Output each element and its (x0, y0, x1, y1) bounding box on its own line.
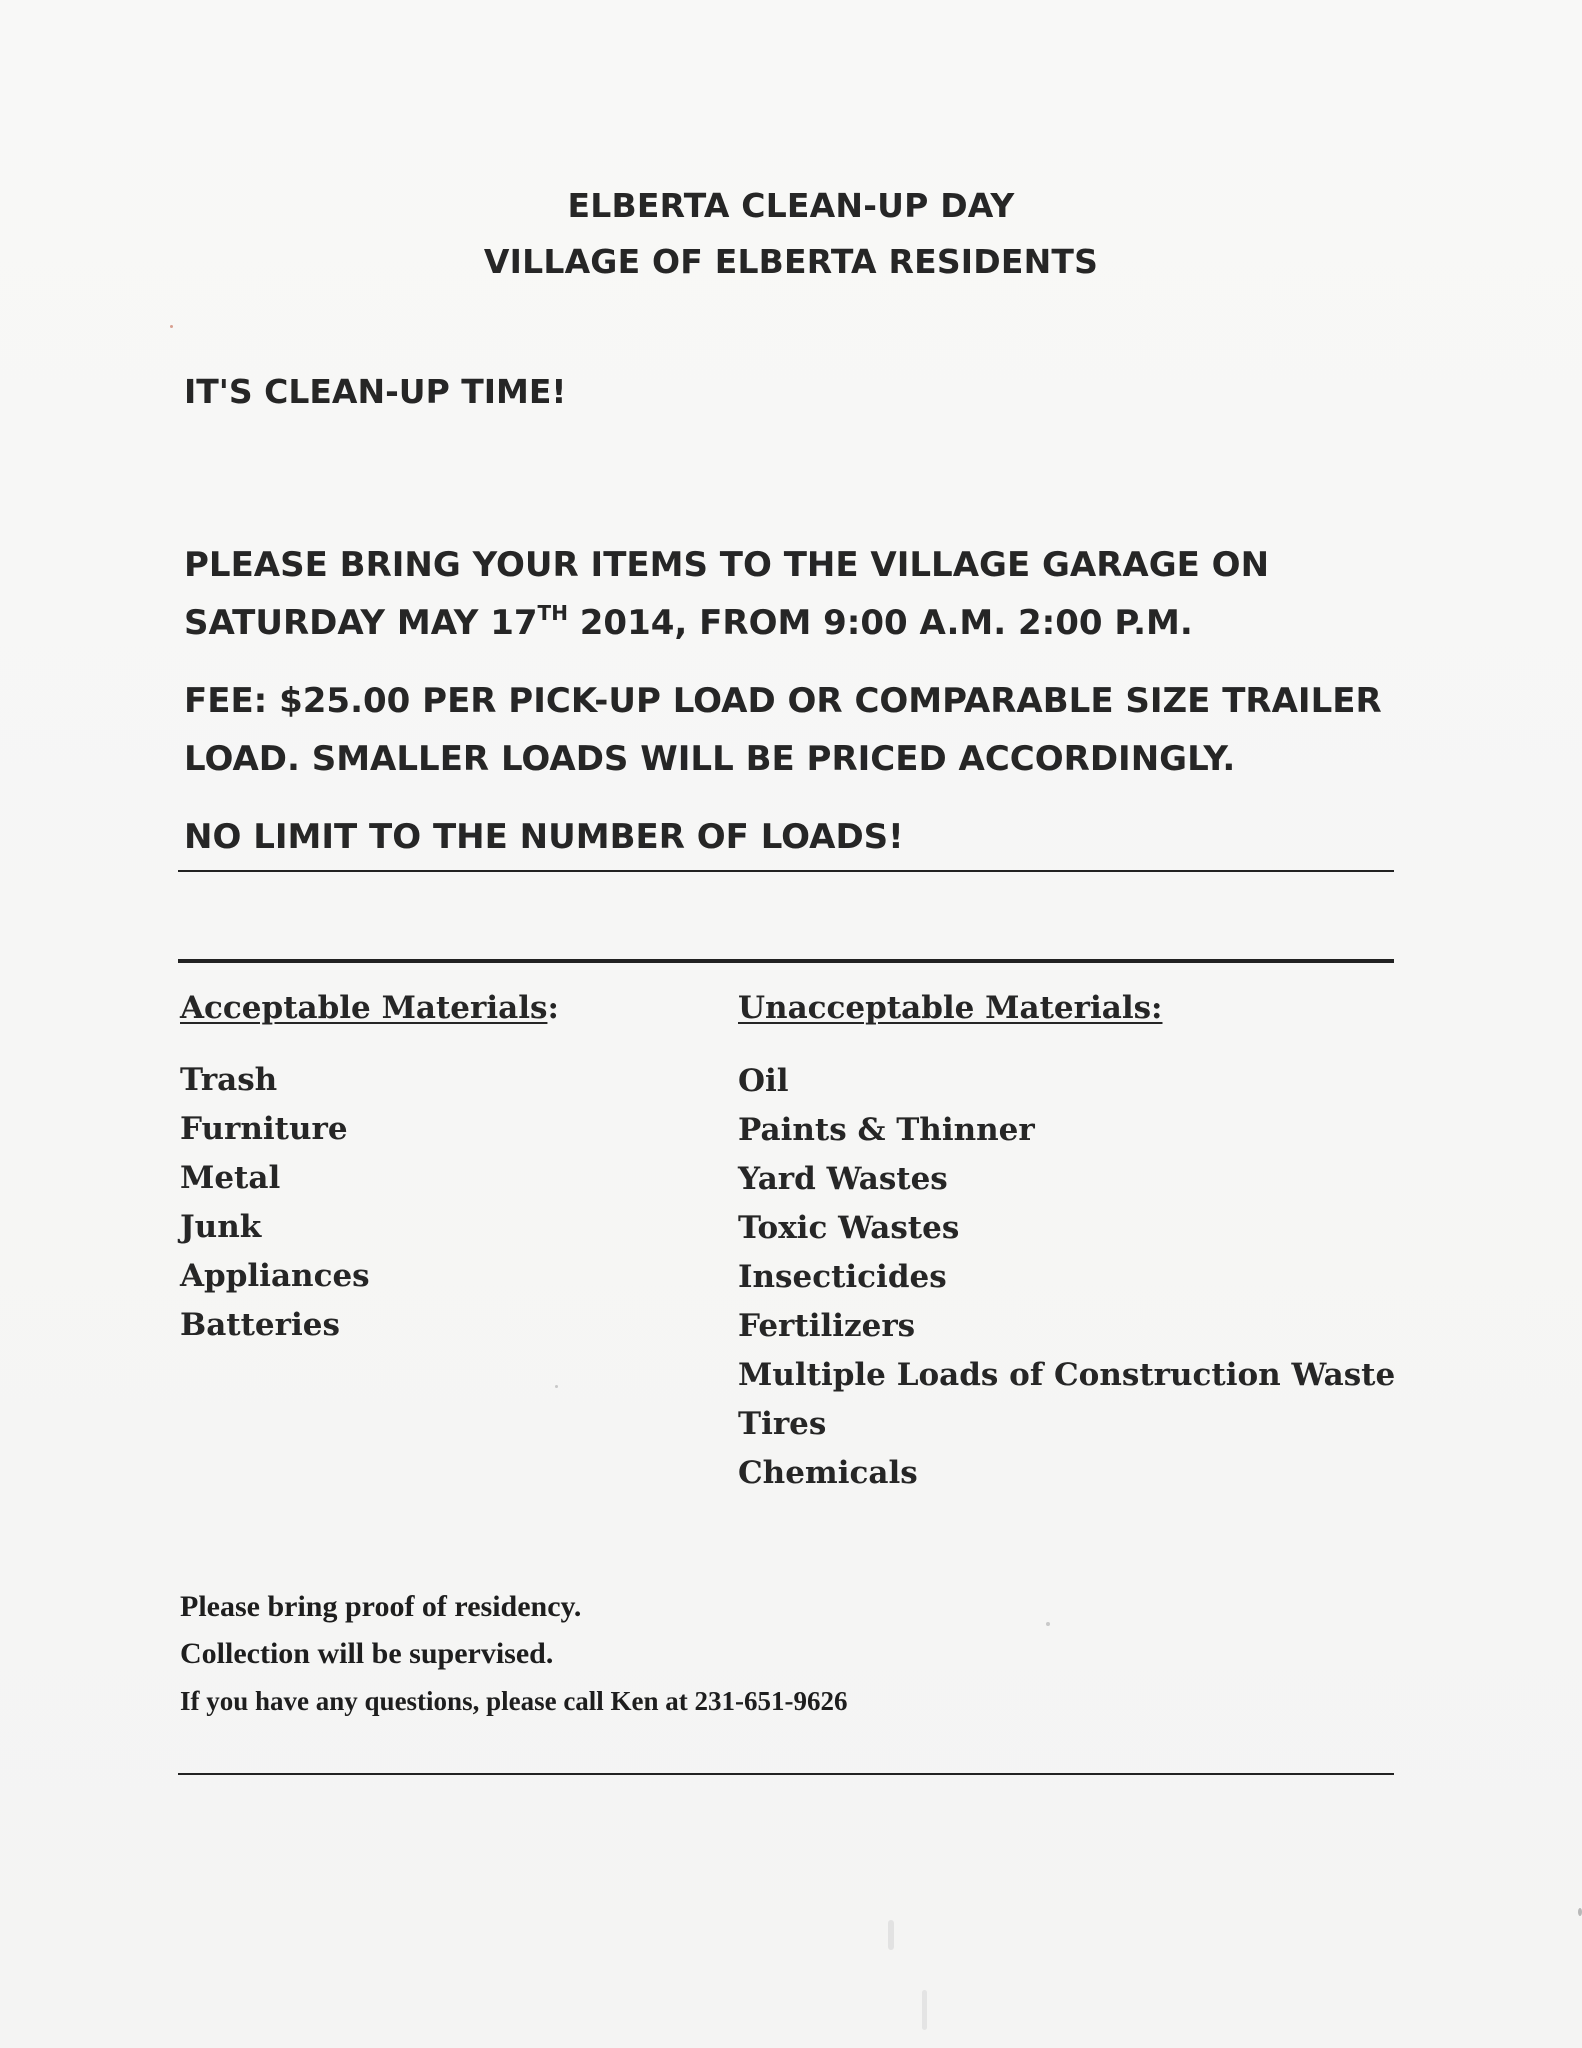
list-item: Toxic Wastes (738, 1210, 960, 1246)
schedule-line-2 (184, 594, 1269, 652)
document-title: ELBERTA CLEAN-UP DAY (567, 186, 1015, 225)
headline: IT'S CLEAN-UP TIME! (184, 372, 567, 411)
list-item: Trash (180, 1062, 278, 1098)
acceptable-heading (180, 990, 559, 1026)
schedule-line-1: PLEASE BRING YOUR ITEMS TO THE VILLAGE GARAGE ON (184, 545, 1270, 585)
acceptable-list (180, 1056, 370, 1350)
list-item: Fertilizers (738, 1308, 916, 1344)
list-item: Paints & Thinner (738, 1112, 1035, 1148)
document-subtitle: VILLAGE OF ELBERTA RESIDENTS (483, 242, 1099, 281)
list-item: Metal (180, 1160, 281, 1196)
divider-thick (178, 959, 1394, 963)
paper-speck (1046, 1622, 1050, 1626)
paper-speck (555, 1385, 558, 1388)
footer-contact: If you have any questions, please call Ken at 231-651-9626 (180, 1686, 848, 1716)
paper-speck (888, 1920, 894, 1950)
title-block (0, 178, 1582, 290)
acceptable-heading-colon: : (547, 990, 559, 1026)
footer-supervised: Collection will be supervised. (180, 1637, 554, 1670)
limit-line: NO LIMIT TO THE NUMBER OF LOADS! (184, 817, 904, 857)
unacceptable-heading: Unacceptable Materials: (738, 990, 1163, 1026)
fee-line-1: FEE: $25.00 PER PICK-UP LOAD OR COMPARABLE SIZE TRAILER (184, 681, 1382, 721)
list-item: Insecticides (738, 1259, 947, 1295)
fee-paragraph (184, 672, 1382, 788)
list-item: Furniture (180, 1111, 348, 1147)
divider-top (178, 870, 1394, 872)
schedule-time: 2014, FROM 9:00 A.M. 2:00 P.M. (567, 603, 1193, 643)
paper-speck (1578, 1908, 1582, 1916)
schedule-date: SATURDAY MAY 17 (184, 603, 538, 643)
paper-speck (170, 325, 173, 328)
schedule-paragraph (184, 536, 1269, 652)
list-item: Yard Wastes (738, 1161, 948, 1197)
list-item: Chemicals (738, 1455, 918, 1491)
list-item: Appliances (180, 1258, 370, 1294)
acceptable-heading-text: Acceptable Materials (180, 990, 548, 1026)
fee-line-2: LOAD. SMALLER LOADS WILL BE PRICED ACCORDINGLY. (184, 739, 1236, 779)
footer-residency: Please bring proof of residency. (180, 1590, 582, 1623)
unacceptable-list (738, 1057, 1395, 1498)
list-item: Oil (738, 1063, 789, 1099)
list-item: Multiple Loads of Construction Waste (738, 1357, 1396, 1393)
list-item: Batteries (180, 1307, 340, 1343)
list-item: Junk (180, 1209, 262, 1245)
list-item: Tires (738, 1406, 827, 1442)
divider-bottom (178, 1773, 1394, 1775)
paper-speck (922, 1990, 927, 2030)
schedule-date-suffix: TH (537, 601, 568, 625)
